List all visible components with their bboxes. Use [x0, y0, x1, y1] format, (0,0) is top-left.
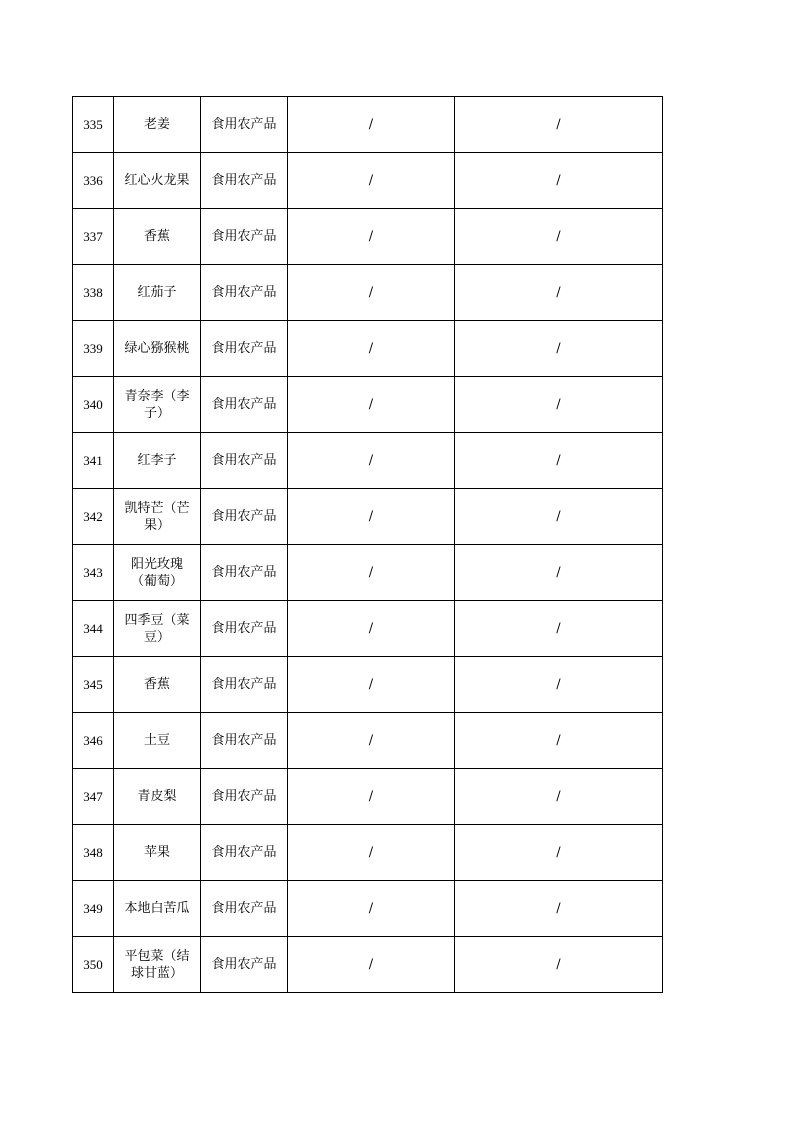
- product-name-cell: 香蕉: [114, 209, 201, 265]
- row-number-cell: 346: [73, 713, 114, 769]
- value-cell-4: /: [288, 937, 455, 993]
- row-number-cell: 340: [73, 377, 114, 433]
- product-name-cell: 绿心猕猴桃: [114, 321, 201, 377]
- value-cell-5: /: [455, 377, 663, 433]
- category-cell: 食用农产品: [201, 545, 288, 601]
- category-cell: 食用农产品: [201, 321, 288, 377]
- row-number-cell: 342: [73, 489, 114, 545]
- category-cell: 食用农产品: [201, 601, 288, 657]
- value-cell-5: /: [455, 433, 663, 489]
- value-cell-4: /: [288, 545, 455, 601]
- value-cell-4: /: [288, 377, 455, 433]
- category-cell: 食用农产品: [201, 713, 288, 769]
- row-number-cell: 341: [73, 433, 114, 489]
- row-number-cell: 348: [73, 825, 114, 881]
- value-cell-4: /: [288, 97, 455, 153]
- table-row: [73, 377, 663, 433]
- value-cell-5: /: [455, 713, 663, 769]
- table-row: [73, 545, 663, 601]
- product-name-cell: 红茄子: [114, 265, 201, 321]
- product-name-cell: 青奈李（李子）: [114, 377, 201, 433]
- row-number-cell: 338: [73, 265, 114, 321]
- value-cell-5: /: [455, 545, 663, 601]
- category-cell: 食用农产品: [201, 937, 288, 993]
- table-row: [73, 153, 663, 209]
- table-row: [73, 601, 663, 657]
- category-cell: 食用农产品: [201, 769, 288, 825]
- category-cell: 食用农产品: [201, 209, 288, 265]
- value-cell-5: /: [455, 209, 663, 265]
- table-row: [73, 489, 663, 545]
- product-name-cell: 青皮梨: [114, 769, 201, 825]
- category-cell: 食用农产品: [201, 489, 288, 545]
- category-cell: 食用农产品: [201, 97, 288, 153]
- product-name-cell: 红心火龙果: [114, 153, 201, 209]
- product-name-cell: 平包菜（结球甘蓝）: [114, 937, 201, 993]
- table-row: [73, 433, 663, 489]
- table-row: [73, 209, 663, 265]
- row-number-cell: 350: [73, 937, 114, 993]
- category-cell: 食用农产品: [201, 881, 288, 937]
- value-cell-5: /: [455, 601, 663, 657]
- product-table: [72, 96, 663, 993]
- value-cell-4: /: [288, 321, 455, 377]
- value-cell-4: /: [288, 209, 455, 265]
- row-number-cell: 347: [73, 769, 114, 825]
- table-row: [73, 713, 663, 769]
- value-cell-4: /: [288, 881, 455, 937]
- table-row: [73, 265, 663, 321]
- table-row: [73, 825, 663, 881]
- value-cell-4: /: [288, 825, 455, 881]
- category-cell: 食用农产品: [201, 825, 288, 881]
- product-name-cell: 香蕉: [114, 657, 201, 713]
- product-name-cell: 凯特芒（芒果）: [114, 489, 201, 545]
- value-cell-5: /: [455, 489, 663, 545]
- table-row: [73, 97, 663, 153]
- table-row: [73, 657, 663, 713]
- row-number-cell: 339: [73, 321, 114, 377]
- row-number-cell: 336: [73, 153, 114, 209]
- value-cell-5: /: [455, 97, 663, 153]
- value-cell-4: /: [288, 713, 455, 769]
- value-cell-5: /: [455, 321, 663, 377]
- value-cell-4: /: [288, 601, 455, 657]
- value-cell-4: /: [288, 489, 455, 545]
- value-cell-5: /: [455, 769, 663, 825]
- row-number-cell: 345: [73, 657, 114, 713]
- value-cell-4: /: [288, 657, 455, 713]
- table-body: [73, 97, 663, 993]
- category-cell: 食用农产品: [201, 265, 288, 321]
- category-cell: 食用农产品: [201, 153, 288, 209]
- table-row: [73, 937, 663, 993]
- value-cell-4: /: [288, 769, 455, 825]
- product-name-cell: 土豆: [114, 713, 201, 769]
- table-row: [73, 769, 663, 825]
- table-row: [73, 881, 663, 937]
- product-name-cell: 阳光玫瑰（葡萄）: [114, 545, 201, 601]
- value-cell-4: /: [288, 265, 455, 321]
- product-name-cell: 老姜: [114, 97, 201, 153]
- value-cell-5: /: [455, 825, 663, 881]
- row-number-cell: 349: [73, 881, 114, 937]
- product-name-cell: 苹果: [114, 825, 201, 881]
- category-cell: 食用农产品: [201, 657, 288, 713]
- table-row: [73, 321, 663, 377]
- row-number-cell: 343: [73, 545, 114, 601]
- row-number-cell: 344: [73, 601, 114, 657]
- value-cell-5: /: [455, 881, 663, 937]
- value-cell-5: /: [455, 153, 663, 209]
- category-cell: 食用农产品: [201, 377, 288, 433]
- product-name-cell: 红李子: [114, 433, 201, 489]
- row-number-cell: 335: [73, 97, 114, 153]
- value-cell-5: /: [455, 265, 663, 321]
- value-cell-5: /: [455, 657, 663, 713]
- value-cell-4: /: [288, 433, 455, 489]
- value-cell-5: /: [455, 937, 663, 993]
- product-name-cell: 四季豆（菜豆）: [114, 601, 201, 657]
- product-name-cell: 本地白苦瓜: [114, 881, 201, 937]
- row-number-cell: 337: [73, 209, 114, 265]
- value-cell-4: /: [288, 153, 455, 209]
- category-cell: 食用农产品: [201, 433, 288, 489]
